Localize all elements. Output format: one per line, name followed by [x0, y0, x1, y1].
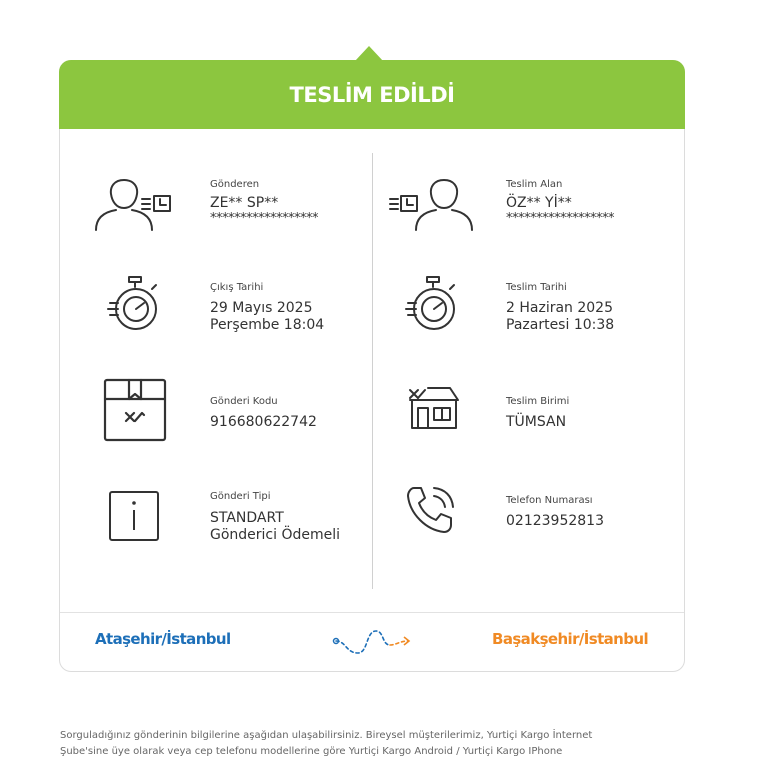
status-notch	[355, 46, 383, 61]
footer-line-1: Sorguladığınız gönderinin bilgilerine aşağıdan ulaşabilirsiniz. Bireysel müşterilerimiz, Yurtiçi Kargo İnternet	[60, 730, 593, 741]
sender-masked: ******************	[210, 211, 318, 226]
receiver-masked: ******************	[506, 211, 614, 226]
sender-label: Gönderen	[210, 179, 260, 190]
status-header	[59, 60, 685, 129]
delivery-day-time: Pazartesi 10:38	[506, 317, 615, 333]
shipment-type-label: Gönderi Tipi	[210, 491, 271, 502]
footer-info-text	[60, 728, 680, 760]
package-box-icon	[102, 377, 168, 443]
departure-date: 29 Mayıs 2025	[210, 300, 313, 316]
departure-stopwatch-icon	[106, 275, 162, 335]
shipment-type-value: STANDART	[210, 510, 284, 526]
status-title: TESLİM EDİLDİ	[289, 82, 455, 107]
departure-field	[210, 282, 324, 334]
delivery-unit-value: TÜMSAN	[506, 414, 567, 430]
receiver-name: ÖZ** Yİ**	[506, 195, 572, 211]
delivery-date: 2 Haziran 2025	[506, 300, 613, 316]
shipment-code-field	[210, 396, 317, 431]
sender-name: ZE** SP**	[210, 195, 279, 211]
column-divider	[372, 153, 373, 589]
departure-label: Çıkış Tarihi	[210, 282, 264, 293]
shipment-type-field	[210, 491, 340, 544]
phone-value[interactable]: 02123952813	[506, 513, 604, 529]
phone-field	[506, 495, 604, 530]
delivery-unit-field	[506, 396, 569, 431]
delivery-label: Teslim Tarihi	[506, 282, 567, 293]
shipment-code-label: Gönderi Kodu	[210, 396, 278, 407]
branch-house-icon	[406, 382, 462, 432]
sender-field	[210, 179, 318, 225]
receiver-field	[506, 179, 614, 225]
delivery-stopwatch-icon	[404, 275, 460, 335]
shipment-payment-value: Gönderici Ödemeli	[210, 527, 341, 543]
shipment-code-value: 916680622742	[210, 414, 317, 430]
info-icon	[108, 490, 160, 542]
receiver-label: Teslim Alan	[506, 179, 563, 190]
receiver-person-icon	[388, 174, 474, 232]
delivery-unit-label: Teslim Birimi	[506, 396, 570, 407]
sender-person-icon	[94, 174, 180, 232]
footer-line-2: Şube'sine üye olarak veya cep telefonu modellerine göre Yurtiçi Kargo Android / Yurtiçi Kargo IPhone	[60, 746, 563, 757]
route-divider	[60, 612, 684, 613]
departure-day-time: Perşembe 18:04	[210, 317, 325, 333]
destination-city: Başakşehir/İstanbul	[492, 630, 649, 648]
delivery-field	[506, 282, 614, 334]
phone-label: Telefon Numarası	[506, 495, 593, 506]
route-path-icon	[332, 625, 412, 659]
origin-city: Ataşehir/İstanbul	[95, 630, 231, 648]
phone-icon	[404, 484, 458, 536]
